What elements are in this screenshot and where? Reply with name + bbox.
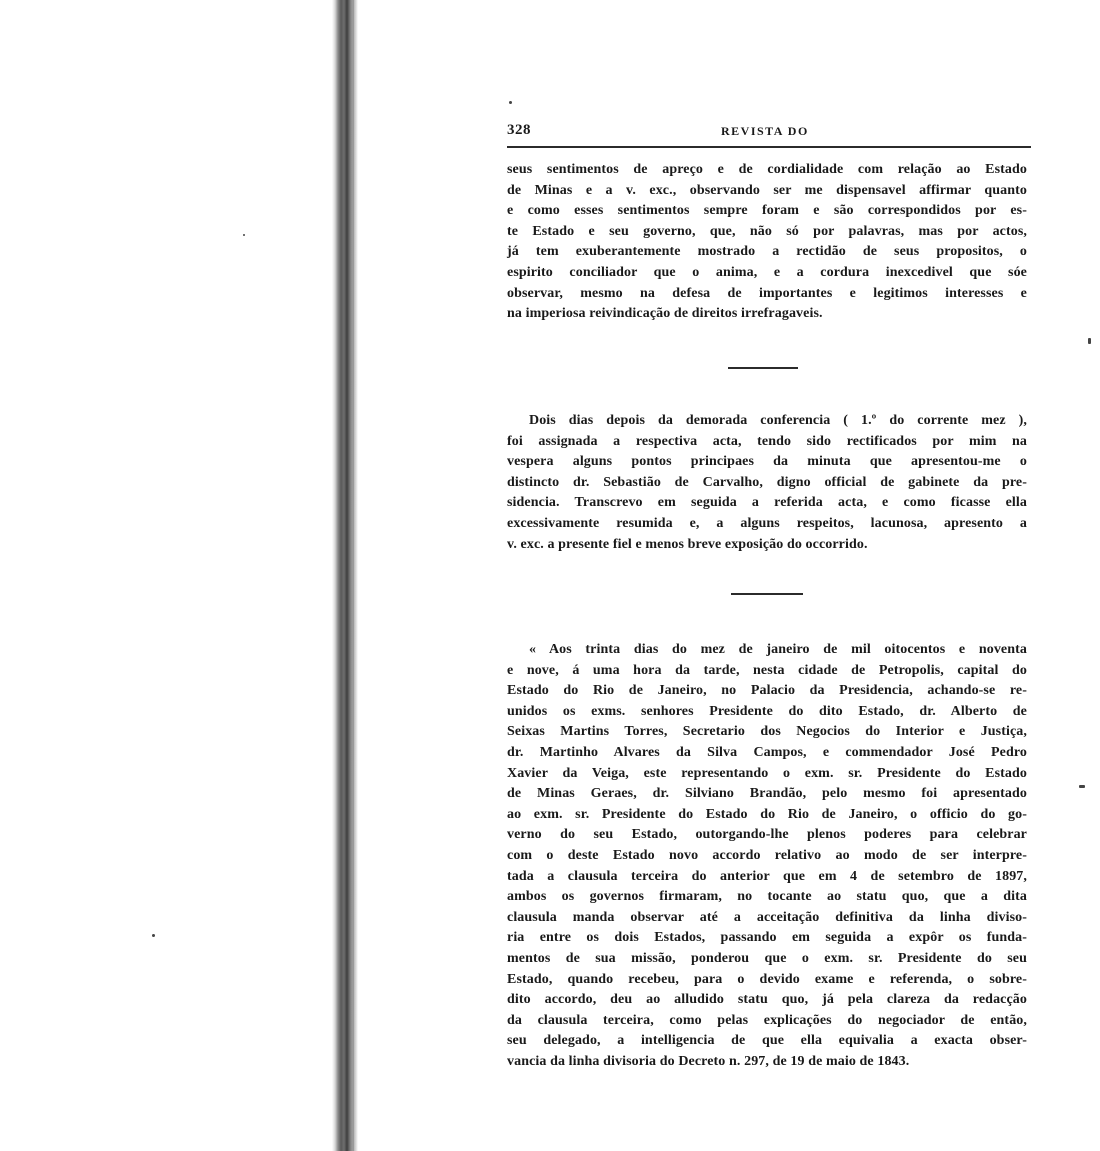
text-line: mentos de sua missão, ponderou que o exm. sr. Presidente do seu [507, 950, 1027, 966]
text-line: com o deste Estado novo accordo relativo ao modo de ser interpre- [507, 847, 1027, 863]
text-line: v. exc. a presente fiel e menos breve exposição do occorrido. [507, 536, 868, 552]
text-line: te Estado e seu governo, que, não só por palavras, mas por actos, [507, 223, 1027, 239]
text-line: já tem exuberantemente mostrado a rectidão de seus propositos, o [507, 244, 1027, 260]
section-divider [731, 593, 803, 595]
text-line: unidos os exms. senhores Presidente do dito Estado, dr. Alberto de [507, 703, 1027, 719]
text-line: seus sentimentos de apreço e de cordialidade com relação ao Estado [507, 162, 1027, 177]
text-line: observar, mesmo na defesa de importantes e legitimos interesses e [507, 285, 1027, 301]
text-line: « Aos trinta dias do mez de janeiro de mil oitocentos e noventa [529, 642, 1027, 657]
text-line: da clausula terceira, como pelas explicações do negociador de então, [507, 1012, 1027, 1028]
text-line: tada a clausula terceira do anterior que em 4 de setembro de 1897, [507, 868, 1027, 884]
text-line: sidencia. Transcrevo em seguida a referida acta, e como ficasse ella [507, 495, 1027, 511]
text-line: distincto dr. Sebastião de Carvalho, digno official de gabinete da pre- [507, 474, 1027, 490]
text-line: Estado do Rio de Janeiro, no Palacio da Presidencia, achando-se re- [507, 683, 1027, 699]
scan-speck [1079, 785, 1085, 788]
text-line: Xavier da Veiga, este representando o exm. sr. Presidente do Estado [507, 765, 1027, 781]
paragraph-3 [507, 640, 1027, 1072]
paragraph-1 [507, 160, 1027, 325]
text-line: Dois dias depois da demorada conferencia ( 1.º do corrente mez ), [529, 413, 1027, 428]
text-line: Seixas Martins Torres, Secretario dos Negocios do Interior e Justiça, [507, 724, 1027, 740]
text-line: foi assignada a respectiva acta, tendo sido rectificados por mim na [507, 433, 1027, 449]
text-line: dr. Martinho Alvares da Silva Campos, e commendador José Pedro [507, 744, 1027, 760]
text-line: ao exm. sr. Presidente do Estado do Rio de Janeiro, o officio do go- [507, 806, 1027, 822]
page-binding-edge [332, 0, 358, 1151]
scan-speck [509, 101, 512, 104]
text-line: vespera alguns pontos principaes da minuta que apresentou-me o [507, 454, 1027, 470]
text-line: excessivamente resumida e, a alguns respeitos, lacunosa, apresento a [507, 515, 1027, 531]
text-line: de Minas Geraes, dr. Silviano Brandão, pelo mesmo foi apresentado [507, 786, 1027, 802]
text-line: Estado, quando recebeu, para o devido exame e referenda, o sobre- [507, 971, 1027, 987]
scan-speck [1088, 338, 1091, 344]
page-binding-line [352, 0, 354, 1151]
text-line: clausula manda observar até a acceitação definitiva da linha diviso- [507, 909, 1027, 925]
paragraph-2 [507, 411, 1027, 555]
page-header [507, 120, 1031, 148]
running-head: REVISTA DO [721, 124, 809, 138]
text-line: seu delegado, a intelligencia de que ella equivalia a exacta obser- [507, 1033, 1027, 1049]
text-line: dito accordo, deu ao alludido statu quo, já pela clareza da redacção [507, 992, 1027, 1008]
text-line: e nove, á uma hora da tarde, nesta cidade de Petropolis, capital do [507, 662, 1027, 678]
text-line: verno do seu Estado, outorgando-lhe plenos poderes para celebrar [507, 827, 1027, 843]
page-number: 328 [507, 122, 531, 138]
text-line: e como esses sentimentos sempre foram e são correspondidos por es- [507, 203, 1027, 219]
text-line: ambos os governos firmaram, no tocante ao statu quo, que a dita [507, 889, 1027, 905]
scan-speck [152, 934, 155, 937]
text-line: vancia da linha divisoria do Decreto n. 297, de 19 de maio de 1843. [507, 1053, 910, 1069]
text-line: ria entre os dois Estados, passando em seguida a expôr os funda- [507, 930, 1027, 946]
text-line: na imperiosa reivindicação de direitos irrefragaveis. [507, 306, 823, 322]
text-line: de Minas e a v. exc., observando ser me dispensavel affirmar quanto [507, 182, 1027, 198]
scan-speck [243, 234, 245, 236]
section-divider [728, 367, 798, 369]
text-line: espirito conciliador que o anima, e a cordura inexcedivel que sóe [507, 264, 1027, 280]
